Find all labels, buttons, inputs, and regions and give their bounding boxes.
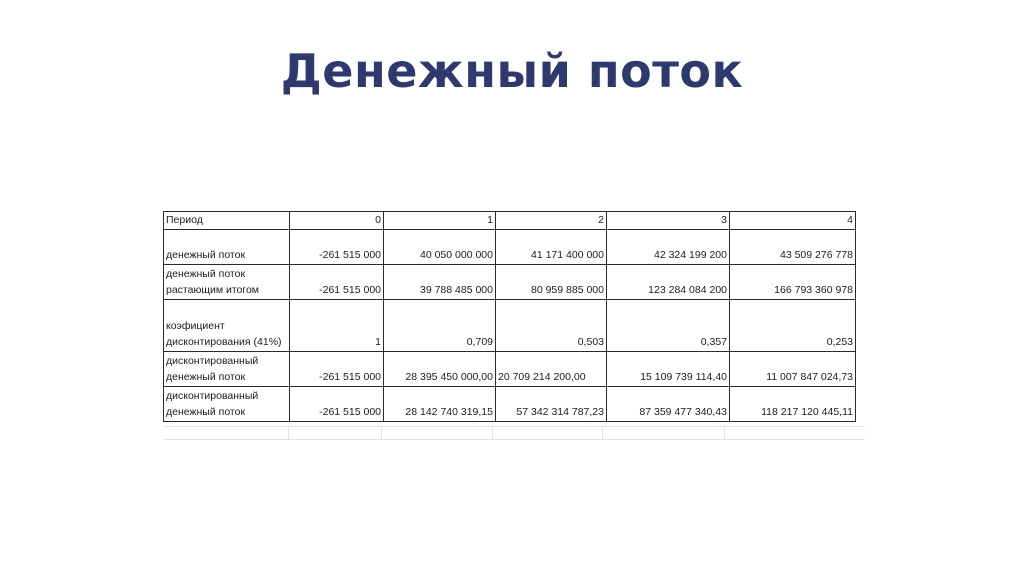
table-row [164, 387, 856, 422]
table-cell: 11 007 847 024,73 [730, 352, 856, 387]
table-cell: 39 788 485 000 [384, 265, 496, 300]
period-1-header: 1 [384, 212, 496, 230]
period-4-header: 4 [730, 212, 856, 230]
period-header: Период [164, 212, 290, 230]
table-row [164, 300, 856, 352]
empty-gridline-row [163, 426, 865, 440]
row-label: денежный поток растающим итогом [164, 265, 290, 300]
table-cell: 43 509 276 778 [730, 230, 856, 265]
table-cell: -261 515 000 [290, 387, 384, 422]
table-header-row [164, 212, 856, 230]
empty-gridline [381, 426, 382, 440]
table-cell: 28 142 740 319,15 [384, 387, 496, 422]
table-cell: -261 515 000 [290, 230, 384, 265]
period-0-header: 0 [290, 212, 384, 230]
row-label: коэфициент дисконтирования (41%) [164, 300, 290, 352]
table-cell: 20 709 214 200,00 [496, 352, 607, 387]
table-cell: 42 324 199 200 [607, 230, 730, 265]
table-cell: 57 342 314 787,23 [496, 387, 607, 422]
table-cell: 41 171 400 000 [496, 230, 607, 265]
period-2-header: 2 [496, 212, 607, 230]
slide-title: Денежный поток [280, 44, 744, 98]
table-cell: 0,503 [496, 300, 607, 352]
table-cell: 0,253 [730, 300, 856, 352]
spreadsheet-excerpt [163, 211, 865, 443]
empty-gridline [724, 426, 725, 440]
table-cell: 118 217 120 445,11 [730, 387, 856, 422]
table-row [164, 352, 856, 387]
row-label: дисконтированный денежный поток [164, 387, 290, 422]
row-label: дисконтированный денежный поток [164, 352, 290, 387]
table-cell: 28 395 450 000,00 [384, 352, 496, 387]
period-3-header: 3 [607, 212, 730, 230]
table-cell: 87 359 477 340,43 [607, 387, 730, 422]
table-cell: 0,709 [384, 300, 496, 352]
empty-gridline [492, 426, 493, 440]
table-cell: 15 109 739 114,40 [607, 352, 730, 387]
empty-gridline [288, 426, 289, 440]
table-row [164, 230, 856, 265]
table-cell: 166 793 360 978 [730, 265, 856, 300]
table-row [164, 265, 856, 300]
table-cell: 40 050 000 000 [384, 230, 496, 265]
table-cell: 123 284 084 200 [607, 265, 730, 300]
table-cell: -261 515 000 [290, 265, 384, 300]
table-cell: 0,357 [607, 300, 730, 352]
row-label: денежный поток [164, 230, 290, 265]
cash-flow-table [163, 211, 856, 422]
table-cell: 80 959 885 000 [496, 265, 607, 300]
table-cell: -261 515 000 [290, 352, 384, 387]
empty-gridline [602, 426, 603, 440]
table-cell: 1 [290, 300, 384, 352]
